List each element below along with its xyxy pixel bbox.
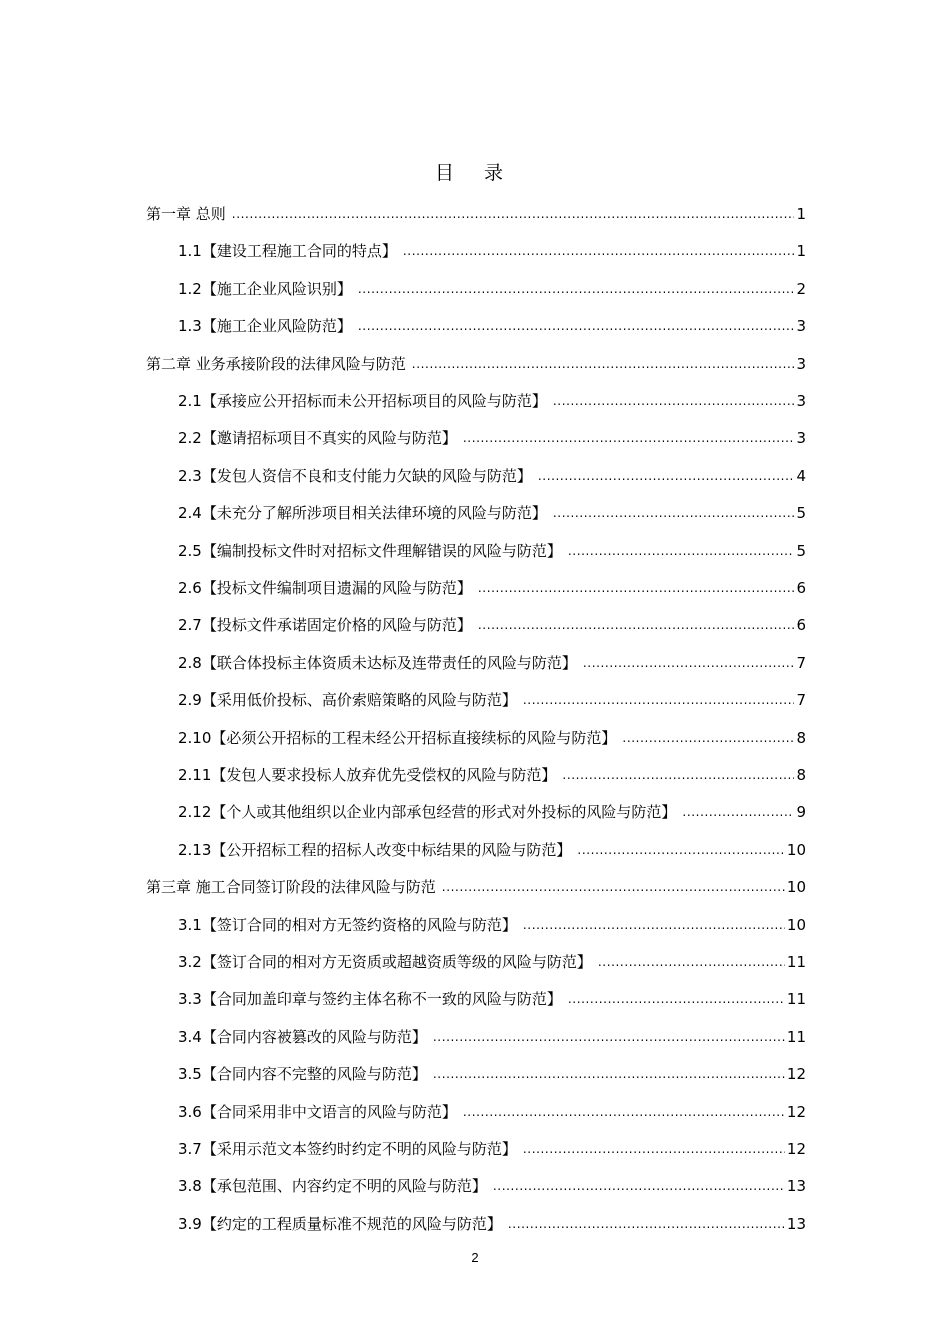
toc-entry-page: 1 (796, 205, 806, 223)
toc-section-entry[interactable] (178, 830, 806, 860)
toc-entry-label: 3.9【约定的工程质量标准不规范的风险与防范】 (178, 1214, 502, 1233)
toc-section-entry[interactable] (178, 306, 806, 336)
toc-section-entry[interactable] (178, 718, 806, 748)
toc-entry-label: 3.8【承包范围、内容约定不明的风险与防范】 (178, 1177, 487, 1196)
toc-entry-page: 13 (786, 1177, 806, 1196)
toc-entry-label: 2.8【联合体投标主体资质未达标及连带责任的风险与防范】 (178, 653, 577, 672)
toc-title: 目 录 (434, 162, 516, 184)
dot-leader (508, 1214, 785, 1234)
toc-entry-page: 10 (786, 915, 806, 934)
dot-leader (553, 391, 795, 411)
dot-leader (553, 503, 795, 523)
dot-leader (478, 578, 795, 598)
toc-section-entry[interactable] (178, 231, 806, 261)
dot-leader (358, 279, 795, 299)
toc-entry-page: 5 (796, 504, 806, 523)
toc-entry-page: 12 (786, 1140, 806, 1158)
toc-section-entry[interactable] (178, 1129, 806, 1159)
toc-entry-page: 1 (796, 242, 806, 261)
toc-entry-page: 13 (786, 1214, 806, 1233)
toc-entry-label: 2.12【个人或其他组织以企业内部承包经营的形式对外投标的风险与防范】 (178, 803, 677, 822)
toc-section-entry[interactable] (178, 605, 806, 635)
toc-entry-label: 2.2【邀请招标项目不真实的风险与防范】 (178, 429, 457, 448)
toc-entry-label: 第三章 施工合同签订阶段的法律风险与防范 (146, 878, 436, 897)
toc-entry-page: 12 (786, 1065, 806, 1084)
toc-entry-page: 8 (796, 766, 806, 784)
toc-section-entry[interactable] (178, 418, 806, 448)
toc-entry-page: 8 (796, 728, 806, 747)
dot-leader (412, 354, 795, 374)
dot-leader (568, 541, 795, 561)
dot-leader (682, 802, 794, 822)
toc-entry-page: 7 (796, 653, 806, 672)
toc-entry-label: 第一章 总则 (146, 205, 226, 223)
toc-entry-label: 3.2【签订合同的相对方无资质或超越资质等级的风险与防范】 (178, 953, 592, 971)
toc-entry-label: 2.5【编制投标文件时对招标文件理解错误的风险与防范】 (178, 541, 562, 560)
toc-entry-label: 2.1【承接应公开招标而未公开招标项目的风险与防范】 (178, 392, 547, 410)
dot-leader (568, 989, 785, 1009)
dot-leader (523, 915, 785, 935)
toc-entry-page: 11 (786, 990, 806, 1009)
toc-entry-page: 3 (796, 392, 806, 410)
toc-section-entry[interactable] (178, 1204, 806, 1234)
toc-entry-page: 10 (786, 878, 806, 897)
dot-leader (478, 615, 795, 635)
toc-section-entry[interactable] (178, 568, 806, 598)
dot-leader (538, 466, 795, 486)
toc-entry-label: 3.5【合同内容不完整的风险与防范】 (178, 1065, 427, 1084)
toc-entry-label: 2.13【公开招标工程的招标人改变中标结果的风险与防范】 (178, 840, 572, 859)
toc-entry-label: 1.1【建设工程施工合同的特点】 (178, 242, 397, 261)
toc-chapter-entry[interactable] (146, 867, 806, 897)
toc-entry-page: 7 (796, 691, 806, 710)
toc-entry-label: 2.7【投标文件承诺固定价格的风险与防范】 (178, 616, 472, 635)
toc-section-entry[interactable] (178, 905, 806, 935)
toc-entry-label: 1.3【施工企业风险防范】 (178, 317, 352, 336)
dot-leader (523, 1139, 785, 1159)
toc-section-entry[interactable] (178, 755, 806, 785)
dot-leader (232, 204, 795, 224)
page-number: 2 (471, 1250, 479, 1265)
dot-leader (523, 690, 795, 710)
toc-chapter-entry[interactable] (146, 344, 806, 374)
dot-leader (463, 428, 795, 448)
dot-leader (577, 840, 785, 860)
toc-entry-label: 3.7【采用示范文本签约时约定不明的风险与防范】 (178, 1140, 517, 1158)
toc-entry-page: 5 (796, 541, 806, 560)
toc-entry-page: 11 (786, 953, 806, 971)
toc-entry-page: 4 (796, 466, 806, 485)
toc-entry-page: 6 (796, 616, 806, 635)
toc-entry-label: 第二章 业务承接阶段的法律风险与防范 (146, 354, 406, 373)
toc-section-entry[interactable] (178, 942, 806, 972)
toc-section-entry[interactable] (178, 643, 806, 673)
toc-entry-label: 3.6【合同采用非中文语言的风险与防范】 (178, 1102, 457, 1121)
toc-section-entry[interactable] (178, 1054, 806, 1084)
toc-entry-page: 3 (796, 354, 806, 373)
toc-section-entry[interactable] (178, 493, 806, 523)
toc-entry-label: 2.11【发包人要求投标人放弃优先受偿权的风险与防范】 (178, 766, 557, 784)
toc-chapter-entry[interactable] (146, 194, 806, 224)
toc-section-entry[interactable] (178, 680, 806, 710)
toc-section-entry[interactable] (178, 979, 806, 1009)
toc-entry-page: 2 (796, 279, 806, 298)
toc-section-entry[interactable] (178, 1092, 806, 1122)
dot-leader (403, 241, 795, 261)
toc-entry-page: 6 (796, 579, 806, 597)
dot-leader (598, 952, 785, 972)
dot-leader (463, 1102, 785, 1122)
toc-section-entry[interactable] (178, 1017, 806, 1047)
toc-entry-label: 2.10【必须公开招标的工程未经公开招标直接续标的风险与防范】 (178, 728, 617, 747)
toc-entry-page: 10 (786, 840, 806, 859)
toc-entry-page: 9 (796, 803, 806, 822)
toc-entry-label: 2.4【未充分了解所涉项目相关法律环境的风险与防范】 (178, 504, 547, 523)
toc-section-entry[interactable] (178, 531, 806, 561)
toc-entry-label: 3.1【签订合同的相对方无签约资格的风险与防范】 (178, 915, 517, 934)
dot-leader (622, 728, 794, 748)
toc-entry-page: 3 (796, 429, 806, 448)
dot-leader (433, 1027, 785, 1047)
toc-entry-label: 2.3【发包人资信不良和支付能力欠缺的风险与防范】 (178, 466, 532, 485)
toc-entry-label: 3.3【合同加盖印章与签约主体名称不一致的风险与防范】 (178, 990, 562, 1009)
dot-leader (358, 316, 795, 336)
toc-entry-label: 2.9【采用低价投标、高价索赔策略的风险与防范】 (178, 691, 517, 710)
toc-entry-page: 12 (786, 1102, 806, 1121)
dot-leader (442, 877, 785, 897)
toc-entry-label: 2.6【投标文件编制项目遗漏的风险与防范】 (178, 579, 472, 597)
toc-section-entry[interactable] (178, 381, 806, 411)
toc-entry-label: 3.4【合同内容被篡改的风险与防范】 (178, 1027, 427, 1046)
toc-section-entry[interactable] (178, 456, 806, 486)
toc-section-entry[interactable] (178, 792, 806, 822)
dot-leader (583, 653, 795, 673)
toc-section-entry[interactable] (178, 269, 806, 299)
dot-leader (433, 1064, 785, 1084)
dot-leader (493, 1176, 785, 1196)
toc-entry-label: 1.2【施工企业风险识别】 (178, 279, 352, 298)
toc-entry-page: 3 (796, 317, 806, 336)
toc-section-entry[interactable] (178, 1166, 806, 1196)
toc-entry-page: 11 (786, 1027, 806, 1046)
dot-leader (562, 765, 794, 785)
